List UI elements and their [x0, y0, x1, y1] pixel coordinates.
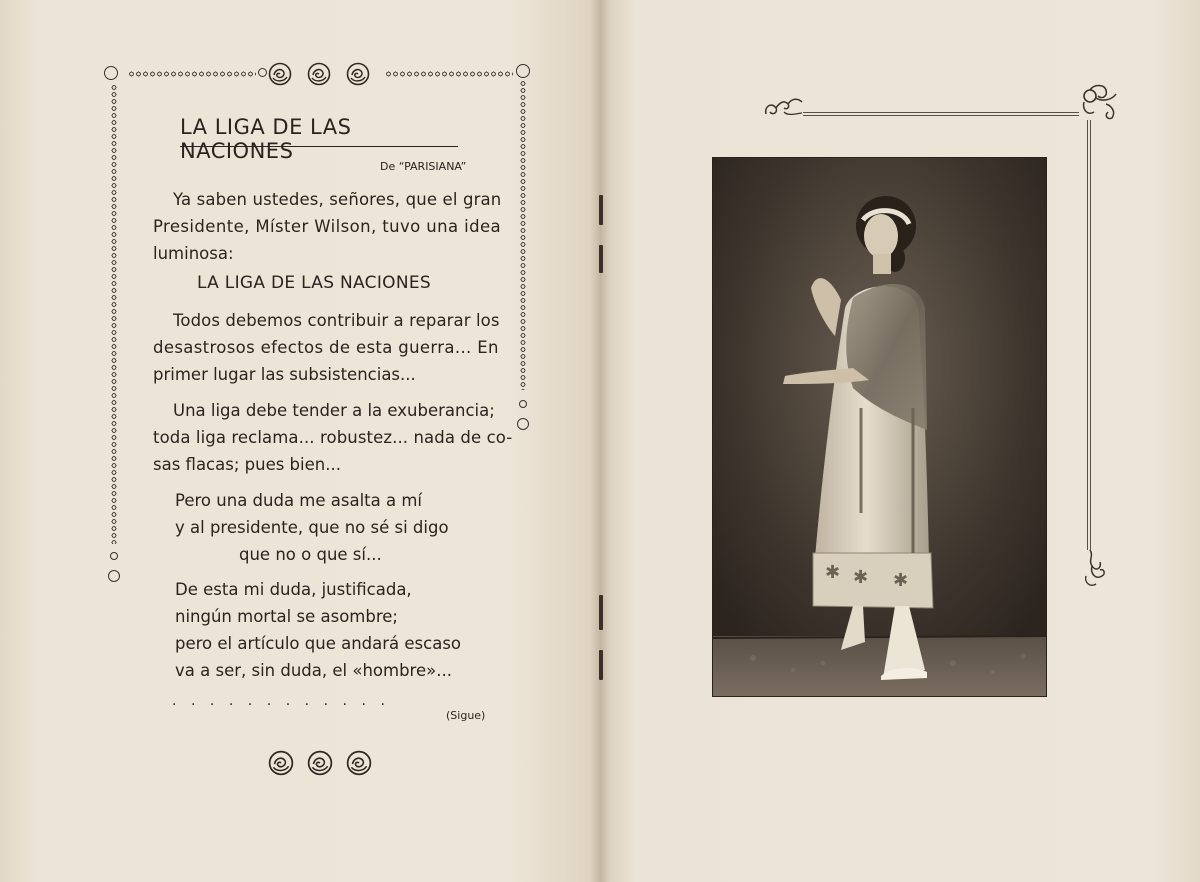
verse-duda [153, 487, 488, 568]
text-line: primer lugar las subsistencias... [153, 365, 416, 384]
corner-ring-top-left [104, 66, 118, 80]
staple [599, 595, 603, 630]
verse-line: Pero una duda me asalta a mí [175, 491, 423, 510]
title-underline [180, 146, 458, 147]
book-gutter [590, 0, 610, 882]
top-border-dots-right [385, 71, 513, 77]
svg-text:✱: ✱ [853, 567, 869, 588]
page-title: LA LIGA DE LAS NACIONES [180, 115, 352, 163]
verse-hombre [153, 576, 488, 684]
rose-ornament-icon [346, 750, 372, 776]
border-end-ring [519, 400, 527, 408]
portrait-photo [712, 157, 1047, 697]
staple [599, 650, 603, 680]
top-border-dots-left [128, 71, 256, 77]
rose-ornament-icon [307, 750, 333, 776]
verse-line: y al presidente, que no sé si digo [175, 518, 449, 537]
verse-line: pero el artículo que andará escaso [175, 634, 462, 653]
border-end-ring [110, 552, 118, 560]
paragraph-liga [153, 397, 513, 478]
left-border-dots [111, 84, 117, 544]
border-end-ring [517, 418, 529, 430]
rose-ornament-icon [268, 62, 292, 86]
section-headline: LA LIGA DE LAS NACIONES [197, 273, 431, 293]
text-line: Todos debemos contribuir a reparar los [173, 311, 500, 330]
verse-line: va a ser, sin duda, el «hombre»... [175, 661, 452, 680]
svg-text:✱: ✱ [893, 570, 909, 591]
source-credit: De “PARISIANA” [380, 160, 467, 173]
text-line: Ya saben ustedes, señores, que el gran [173, 190, 502, 209]
frame-rule-right-inner [1090, 120, 1091, 550]
text-line: Presidente, Míster Wilson, tuvo una idea [153, 217, 502, 236]
verse-line: que no o que sí... [239, 545, 382, 564]
text-line: desastrosos efectos de esta guerra... En [153, 338, 499, 357]
woman-figure-illustration [713, 158, 1047, 697]
staple [599, 195, 603, 225]
continued-note: (Sigue) [446, 709, 486, 722]
rose-ornament-icon [346, 62, 370, 86]
verse-line: ningún mortal se asombre; [175, 607, 398, 626]
text-line: Una liga debe tender a la exuberancia; [173, 401, 495, 420]
flourish-corner-icon [1076, 82, 1122, 124]
frame-rule-right [1087, 120, 1088, 550]
text-line: toda liga reclama... robustez... nada de co- [153, 428, 513, 447]
rose-ornament-icon [307, 62, 331, 86]
flourish-bottom-icon [1080, 546, 1116, 590]
rose-ornament-icon [268, 750, 294, 776]
paragraph-contribuir [153, 307, 500, 388]
flourish-left-icon [762, 92, 806, 122]
svg-text:✱: ✱ [825, 562, 841, 583]
intro-paragraph [153, 186, 502, 267]
staple [599, 245, 603, 273]
text-line: luminosa: [153, 244, 234, 263]
corner-ring-top-right [516, 64, 530, 78]
ellipsis-row: ............ [172, 693, 400, 709]
frame-rule-top-inner [803, 115, 1079, 116]
text-line: sas flacas; pues bien... [153, 455, 341, 474]
frame-rule-top [803, 112, 1079, 113]
border-end-ring [108, 570, 120, 582]
small-ring-top [258, 68, 267, 77]
right-border-dots [520, 80, 526, 390]
verse-line: De esta mi duda, justificada, [175, 580, 412, 599]
